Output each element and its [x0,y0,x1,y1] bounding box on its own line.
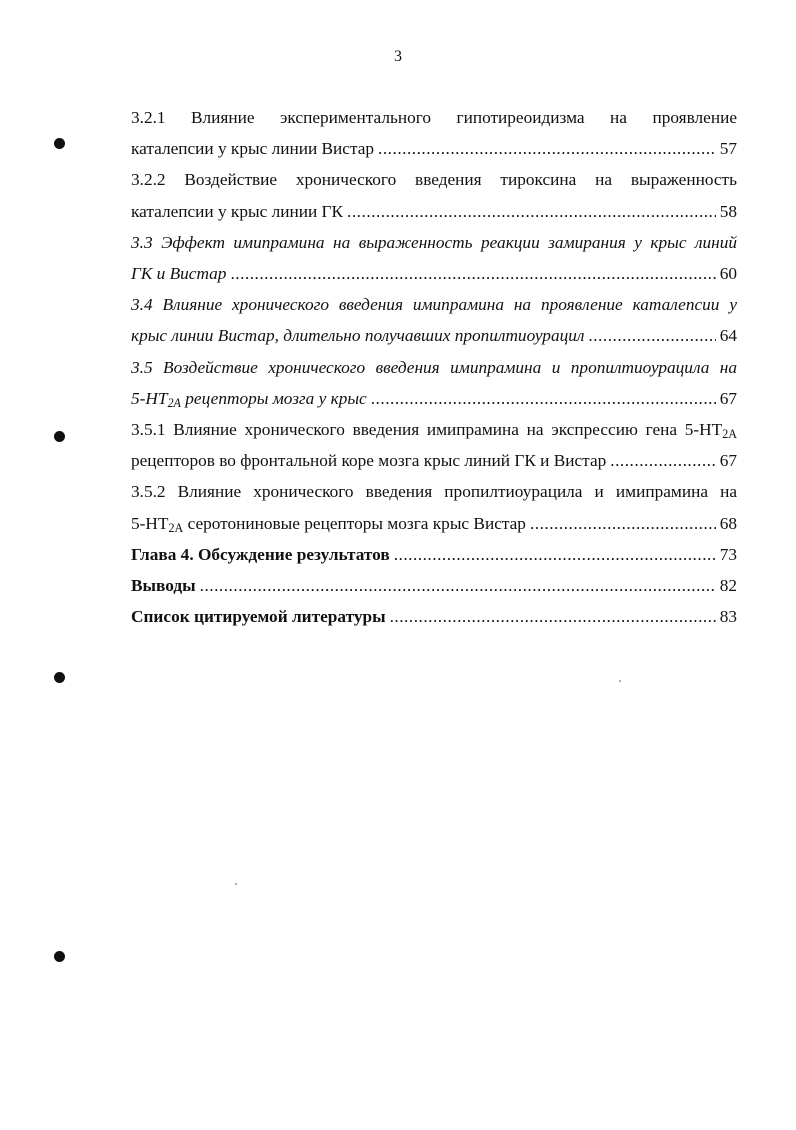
toc-page-number: 73 [719,544,737,564]
toc-page-number: 60 [719,264,737,284]
toc-entry-line [131,383,737,414]
title-text: серотониновые рецепторы мозга крыс Вистар [183,513,526,533]
leader-dots [230,258,715,289]
toc-page-number: 57 [719,139,737,159]
toc-entry-line [131,508,737,539]
toc-page-number: 64 [719,326,737,346]
toc-entry-line [131,258,737,289]
title-text: 5-HT [131,513,169,533]
leader-dots [394,539,716,570]
toc-page-number: 68 [719,513,737,533]
toc-entry-title: Глава 4. Обсуждение результатов [131,544,390,564]
toc-page-number: 82 [719,576,737,596]
toc-entry-title: 3.5 Воздействие хронического введения имипрамина и пропилтиоурацила на [131,357,737,377]
toc-entry-title: 3.2.2 Воздействие хронического введения тироксина на выраженность [131,170,737,190]
toc-entry-3-5-1[interactable] [131,414,737,476]
title-text: 3.5.1 Влияние хронического введения имипрамина на экспрессию гена 5-HT [131,420,723,440]
subscript: 2A [167,395,181,410]
toc-entry-title: 3.2.1 Влияние экспериментального гипотиреоидизма на проявление [131,108,737,127]
toc-entry-title: 3.3 Эффект имипрамина на выраженность реакции замирания у крыс линий [131,232,737,252]
leader-dots [200,570,716,601]
toc-entry-line [131,539,737,570]
toc-entry-line [131,196,737,227]
leader-dots [371,383,716,414]
toc-entry-title-cont: рецепторов во фронтальной коре мозга крыс линий ГК и Вистар [131,451,607,471]
punch-hole [54,672,65,683]
toc-entry-title: Выводы [131,576,196,596]
toc-entry-title-cont: каталепсии у крыс линии ГК [131,201,344,221]
toc-entry-3-4[interactable] [131,289,737,351]
toc-entry-chapter-4[interactable] [131,539,737,570]
punch-hole [54,431,65,442]
toc-entry-3-2-1[interactable] [131,102,737,164]
title-text: рецепторы мозга у крыс [180,388,367,408]
toc-entry-title: 3.4 Влияние хронического введения имипрамина на проявление каталепсии у [131,295,737,315]
toc-entry-title-cont [131,383,367,414]
scan-speck [619,680,621,682]
toc-entry-line [131,133,737,164]
toc-entry-references[interactable] [131,601,737,632]
leader-dots [530,508,716,539]
toc-page-number: 67 [719,388,737,408]
toc-entry-conclusions[interactable] [131,570,737,601]
toc-entry-line [131,570,737,601]
toc-entry-title: Список цитируемой литературы [131,607,386,627]
toc-entry-line [131,601,737,632]
toc-page-number: 67 [719,451,737,471]
toc-entry-line [131,320,737,351]
leader-dots [378,133,716,164]
toc-page-number: 83 [719,607,737,627]
toc-entry-3-5[interactable] [131,352,737,414]
table-of-contents [131,102,737,632]
toc-entry-title-cont: каталепсии у крыс линии Вистар [131,139,375,159]
toc-entry-title-cont: ГК и Вистар [131,264,227,284]
leader-dots [610,445,715,476]
scan-speck [235,883,237,885]
title-text: 5-HT [131,388,168,408]
leader-dots [390,601,716,632]
leader-dots [347,196,716,227]
punch-hole [54,138,65,149]
toc-entry-title: 3.5.2 Влияние хронического введения пропилтиоурацила и имипрамина на [131,482,737,502]
punch-hole [54,951,65,962]
toc-entry-title-cont: крыс линии Вистар, длительно получавших пропилтиоурацил [131,326,585,346]
toc-entry-3-5-2[interactable] [131,476,737,538]
subscript: 2A [168,520,184,535]
toc-entry-3-3[interactable] [131,227,737,289]
toc-entry-title [131,414,737,445]
leader-dots [588,320,715,351]
subscript: 2A [722,427,737,442]
toc-entry-title-cont [131,508,526,539]
toc-page-number: 58 [719,201,737,221]
toc-entry-line [131,445,737,476]
page-number: 3 [394,48,402,65]
toc-entry-3-2-2[interactable] [131,164,737,226]
